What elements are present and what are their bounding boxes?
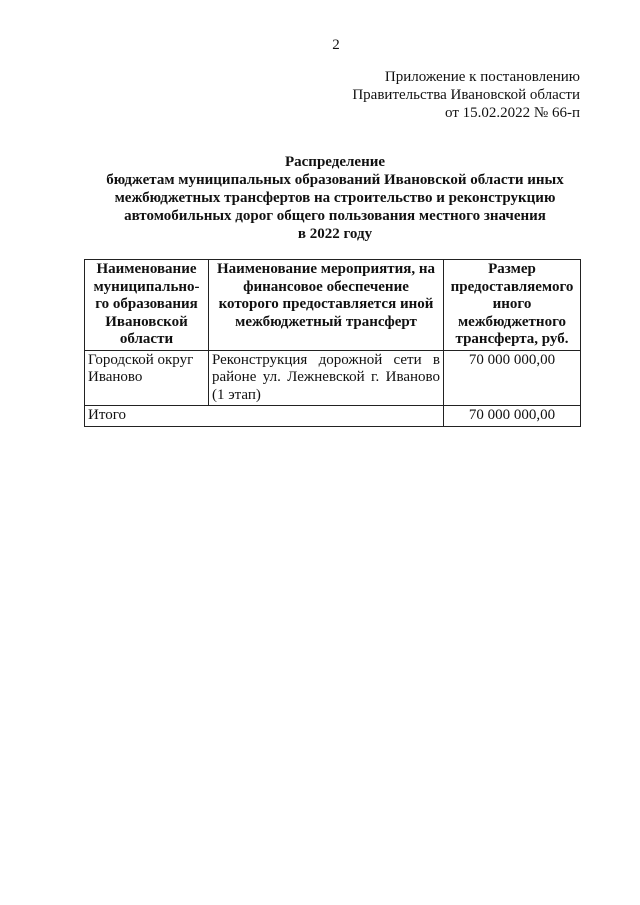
header-line: го образования — [95, 296, 198, 312]
cell-amount: 70 000 000,00 — [444, 350, 581, 406]
header-line: межбюджетного — [457, 313, 567, 330]
header-line: предоставляемого — [450, 278, 574, 295]
distribution-table — [84, 259, 581, 427]
title-line: межбюджетных трансфертов на строительство и реконструкцию — [114, 190, 556, 206]
appendix-line: Правительства Ивановской области — [352, 87, 580, 103]
title-line: бюджетам муниципальных образований Ивановской области иных — [106, 172, 564, 188]
cell-event: Реконструкция дорожной сети в районе ул. Лежневской г. Иваново (1 этап) — [209, 350, 444, 406]
header-municipality — [85, 260, 209, 351]
header-line: Наименование — [96, 261, 197, 277]
title-line: автомобильных дорог общего пользования местного значения — [124, 208, 546, 224]
table-header-row — [85, 260, 581, 351]
table-row — [85, 350, 581, 406]
header-line: Наименование мероприятия, на — [217, 261, 435, 277]
title-line: в 2022 году — [297, 226, 373, 242]
title-line: Распределение — [284, 154, 386, 170]
total-label: Итого — [85, 406, 444, 427]
header-line: Размер — [488, 261, 536, 277]
appendix-reference — [352, 68, 580, 122]
header-amount — [444, 260, 581, 351]
header-line: финансовое обеспечение — [243, 278, 409, 295]
header-event — [209, 260, 444, 351]
header-line: муниципально- — [93, 278, 200, 295]
total-amount: 70 000 000,00 — [444, 406, 581, 427]
header-line: иного — [492, 296, 532, 312]
header-line: трансферта, руб. — [455, 331, 569, 347]
appendix-line: Приложение к постановлению — [384, 69, 580, 85]
cell-municipality: Городской округ Иваново — [85, 350, 209, 406]
header-line: которого предоставляется иной — [218, 296, 434, 312]
document-title — [60, 153, 610, 243]
header-line: межбюджетный трансферт — [235, 313, 417, 330]
header-line: области — [119, 331, 174, 347]
table-total-row — [85, 406, 581, 427]
page-number: 2 — [332, 37, 340, 53]
appendix-line: от 15.02.2022 № 66-п — [445, 105, 580, 121]
header-line: Ивановской — [105, 313, 188, 330]
